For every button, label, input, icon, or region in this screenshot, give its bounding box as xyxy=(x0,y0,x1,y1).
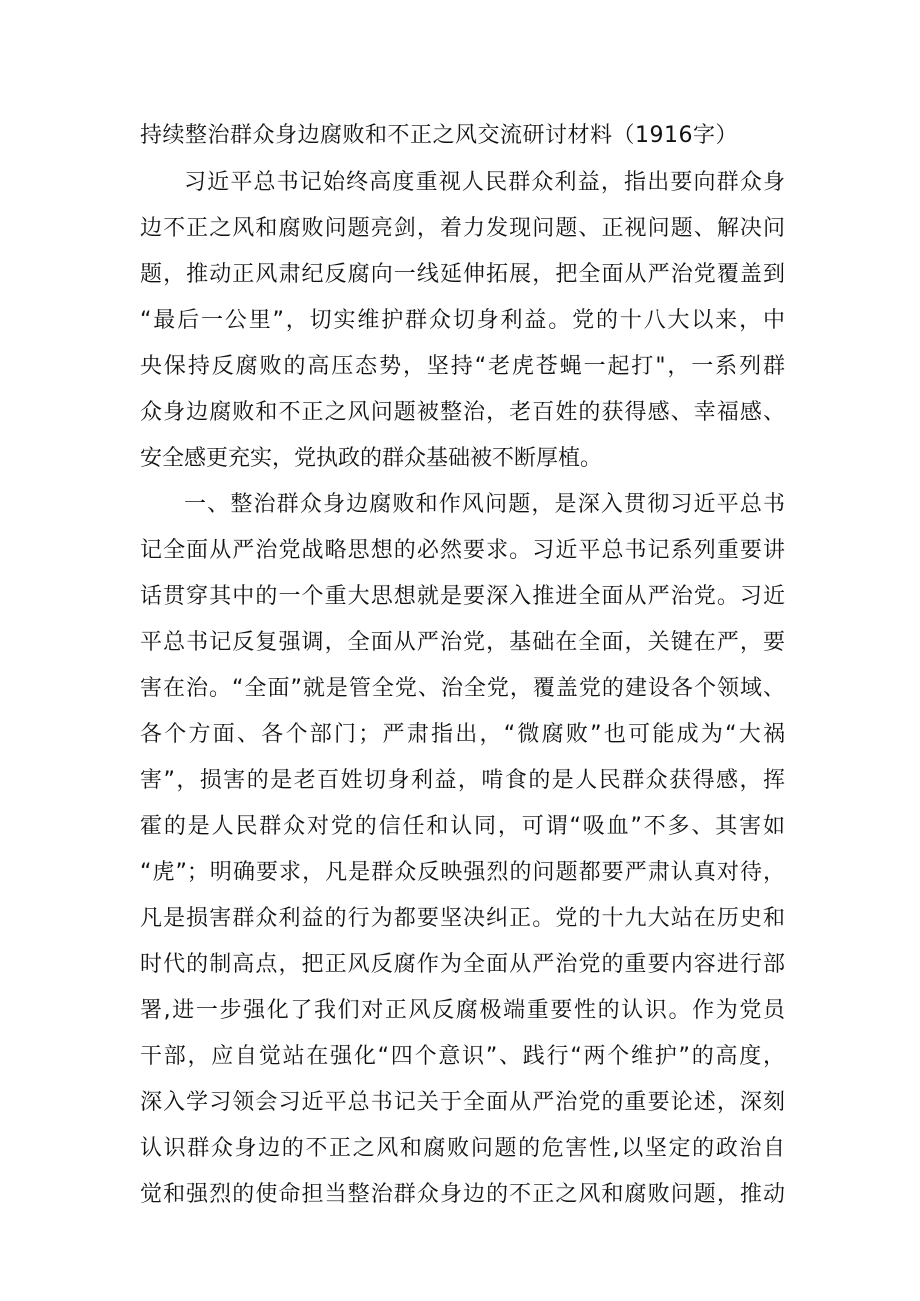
paragraph-line: 深入学习领会习近平总书记关于全面从严治党的重要论述，深刻 xyxy=(140,1090,785,1115)
paragraph-line: 凡是损害群众利益的行为都要坚决纠正。党的十九大站在历史和 xyxy=(140,906,785,931)
paragraph-line: “最后一公里”，切实维护群众切身利益。党的十八大以来，中 xyxy=(140,308,785,333)
paragraph-line: 平总书记反复强调，全面从严治党，基础在全面，关键在严，要 xyxy=(140,630,785,655)
paragraph-line: 一、整治群众身边腐败和作风问题，是深入贯彻习近平总书 xyxy=(184,492,785,517)
paragraph-line: 题，推动正风肃纪反腐向一线延伸拓展，把全面从严治党覆盖到 xyxy=(140,262,785,287)
paragraph-line: 边不正之风和腐败问题亮剑，着力发现问题、正视问题、解决问 xyxy=(140,216,785,241)
document-title: 持续整治群众身边腐败和不正之风交流研讨材料（1916字） xyxy=(140,123,738,148)
paragraph-line: 话贯穿其中的一个重大思想就是要深入推进全面从严治党。习近 xyxy=(140,584,785,609)
paragraph-line: 众身边腐败和不正之风问题被整治，老百姓的获得感、幸福感、 xyxy=(140,400,785,425)
paragraph-line: 觉和强烈的使命担当整治群众身边的不正之风和腐败问题，推动 xyxy=(140,1182,785,1207)
paragraph-line: “虎”；明确要求，凡是群众反映强烈的问题都要严肃认真对待， xyxy=(140,860,785,885)
paragraph-line: 记全面从严治党战略思想的必然要求。习近平总书记系列重要讲 xyxy=(140,538,785,563)
paragraph-line: 害在治。“全面”就是管全党、治全党，覆盖党的建设各个领域、 xyxy=(140,676,785,701)
paragraph-line: 央保持反腐败的高压态势，坚持“老虎苍蝇一起打"，一系列群 xyxy=(140,354,785,379)
paragraph-line: 认识群众身边的不正之风和腐败问题的危害性,以坚定的政治自 xyxy=(140,1136,785,1161)
paragraph-line: 干部，应自觉站在强化“四个意识”、践行“两个维护”的高度， xyxy=(140,1044,785,1069)
paragraph-line: 时代的制高点，把正风反腐作为全面从严治党的重要内容进行部 xyxy=(140,952,785,977)
paragraph-line: 霍的是人民群众对党的信任和认同，可谓“吸血”不多、其害如 xyxy=(140,814,785,839)
paragraph-line: 各个方面、各个部门；严肃指出，“微腐败”也可能成为“大祸 xyxy=(140,722,785,747)
paragraph-line: 习近平总书记始终高度重视人民群众利益，指出要向群众身 xyxy=(184,170,785,195)
paragraph-line: 署,进一步强化了我们对正风反腐极端重要性的认识。作为党员 xyxy=(140,998,785,1023)
paragraph-line: 害”，损害的是老百姓切身利益，啃食的是人民群众获得感，挥 xyxy=(140,768,785,793)
paragraph-line: 安全感更充实，党执政的群众基础被不断厚植。 xyxy=(140,446,603,471)
